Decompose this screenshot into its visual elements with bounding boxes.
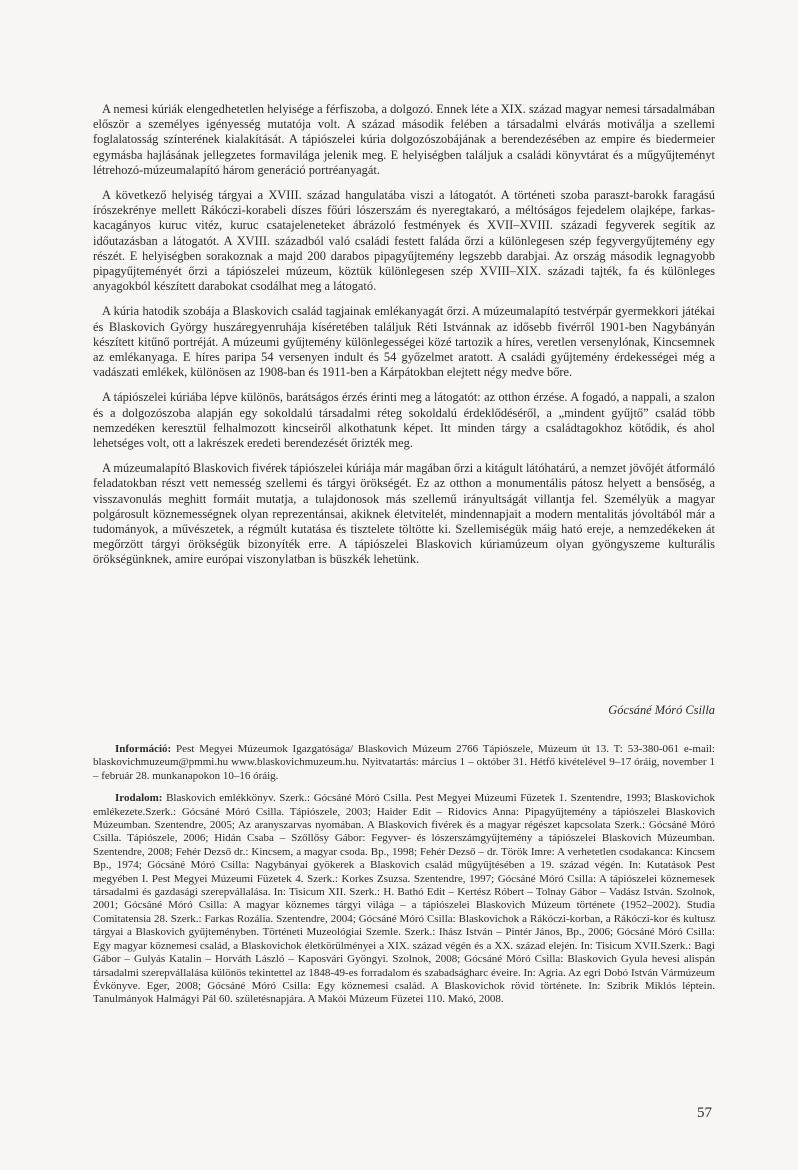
paragraph-history-room: A következő helyiség tárgyai a XVIII. század hangulatába viszi a látogatót. A történeti szoba paraszt-barokk faragású írószekrénye mellett Rákóczi-korabeli díszes főúri lószerszám és nyeregtakaró, a méltóságos fejedelem olajképe, farkas-kacagányos kuruc vitéz, kuruc csatajeleneteket ábrázoló festmények és XVII–XVIII. századi fegyverek segítik az időutazásban a látogatót. A XVIII. századból való családi festett faláda őrzi a különlegesen szép fegyvergyűjtemény egy részét. E helyiségben sorakoznak a majd 200 darabos pipagyűjtemény legszebb darabjai. Az ország második legnagyobb pipagyűjteményét őrzi a tápiószelei múzeum, köztük különlegesen szép XVIII–XIX. századi tajték, fa és különleges anyagokból készített darabokat csodálhat meg a látogató. bbox=[93, 188, 715, 294]
literature-text: Blaskovich emlékkönyv. Szerk.: Gócsáné Móró Csilla. Pest Megyei Múzeumi Füzetek 1. Szentendre, 1993; Blaskovichok emlékezete.Szerk.: Gócsáné Móró Csilla. Tápiószele, 2003; Haider Edit – Ridovics Anna: Pipagyűjtemény a tápiószelei Blaskovich Múzeumban. Szentendre, 2005; Az aranyszarvas nyomában. A Blaskovich fivérek és a magyar régészet kapcsolata Szerk.: Gócsáné Móró Csilla. Tápiószele, 2006; Hidán Csaba – Szőllősy Gábor: Fegyver- és lószerszámgyűjtemény a tápiószelei Blaskovich Múzeumban. Szentendre, 2008; Fehér Dezső dr.: Kincsem, a magyar csoda. Bp., 1998; Fehér Dezső – dr. Török Imre: A verhetetlen csodakanca: Kincsem Bp., 1974; Gócsáné Móró Csilla: Nagybányai gyökerek a Blaskovich család műgyűjtésében a 19. század végén. In: Kutatások Pest megyében I. Pest Megyei Múzeumi Füzetek 4. Szerk.: Korkes Zsuzsa. Szentendre, 1997; Gócsáné Móró Csilla: A tápiószelei köznemesek társadalmi és gazdasági szerepvállalása. In: Tisicum XII. Szerk.: H. Bathó Edit – Kertész Róbert – Tolnay Gábor – Vadász István. Szolnok, 2001; Gócsáné Móró Csilla: A magyar köznemes tárgyi világa – a tápiószelei Blaskovich Múzeum története (1952–2002). Studia Comitatensia 28. Szerk.: Farkas Rozália. Szentendre, 2004; Gócsáné Móró Csilla: Blaskovichok a Rákóczi-korban, a Rákóczi-kor és kultusz tárgyai a Blaskovich gyűjteményben. Történeti Muzeológiai Szemle. Szerk.: Ihász István – Pintér János, Bp., 2006; Gócsáné Móró Csilla: Egy magyar köznemesi család, a Blaskovichok életkörülményei a XIX. század végén és a XX. század elején. In: Tisicum XVII.Szerk.: Bagi Gábor – Gulyás Katalin – Horváth László – Kaposvári Gyöngyi. Szolnok, 2008; Gócsáné Móró Csilla: Blaskovich Gyula hevesi alispán társadalmi szerepvállalása különös tekintettel az 1848-49-es forradalom és szabadságharc éveire. In: Agria. Az egri Dobó István Vármúzeum Évkönyve. Eger, 2008; Gócsáné Móró Csilla: Egy köznemesi család. A Blaskovichok rövid története. In: Szibrik Miklós léptein. Tanulmányok Halmágyi Pál 60. születésnapjára. A Makói Múzeum Füzetei 110. Makó, 2008. bbox=[93, 792, 715, 1006]
paragraph-home-feeling: A tápiószelei kúriába lépve különös, barátságos érzés érinti meg a látogatót: az otthon érzése. A fogadó, a nappali, a szalon és a dolgozószoba alapján egy sokoldalú társadalmi réteg sokoldalú érdeklődéséről, a „mindent gyűjtő” család több nemzedéken keresztül felhalmozott kincseiről alkothatunk képet. Itt minden tárgy a családtagokhoz kötődik, és ahol lehetséges volt, ott a lakrészek eredeti berendezését őrizték meg. bbox=[93, 390, 715, 451]
literature-label: Irodalom: bbox=[115, 792, 163, 805]
info-label: Információ: bbox=[115, 743, 172, 755]
info-paragraph bbox=[93, 743, 715, 783]
article-body bbox=[93, 102, 715, 568]
page-number: 57 bbox=[697, 1105, 712, 1121]
literature-paragraph bbox=[93, 792, 715, 1007]
paragraph-study-room: A nemesi kúriák elengedhetetlen helyisége a férfiszoba, a dolgozó. Ennek léte a XIX. század magyar nemesi társadalmában először a személyes igényesség mutatója volt. A század második felében a társadalmi elvárás motiválja a szellemi foglalatosság színterének kialakítását. A tápiószelei kúria dolgozószobájának a berendezésében az empire és biedermeier egymásba hajlásának jellegzetes formavilága jelenik meg. E helyiségben találjuk a családi könyvtárat és a műgyűjteményt létrehozó-múzeumalapító három generáció portréanyagát. bbox=[93, 102, 715, 177]
info-text: Pest Megyei Múzeumok Igazgatósága/ Blaskovich Múzeum 2766 Tápiószele, Múzeum út 13. T: 53-380-061 e-mail: blaskovichmuzeum@pmmi.hu www.blaskovichmuzeum.hu. Nyitvatartás: március 1 – október 31. Hétfő kivételével 9–17 óráig, november 1 – február 28. munkanapokon 10–16 óráig. bbox=[93, 743, 715, 782]
author-signature: Gócsáné Móró Csilla bbox=[608, 703, 715, 717]
notes-section bbox=[93, 743, 715, 1016]
paragraph-family-room: A kúria hatodik szobája a Blaskovich család tagjainak emlékanyagát őrzi. A múzeumalapító testvérpár gyermekkori játékai és Blaskovich György huszáregyenruhája kíséretében találjuk Réti Istvánnak az idősebb fivérről 1901-ben Nagybányán készített kitűnő portréját. A múzeumi gyűjtemény különlegességei közé tartozik a híres, veretlen versenylónak, Kincsemnek az emlékanyaga. E híres paripa 54 versenyen indult és 54 győzelmet aratott. A családi gyűjtemény érdekességei még a vadászati emlékek, különösen az 1908-ban és 1911-ben a Kárpátokban elejtett négy medve bőre. bbox=[93, 304, 715, 380]
paragraph-conclusion: A múzeumalapító Blaskovich fivérek tápiószelei kúriája már magában őrzi a kitágult látóhatárú, a nemzet jövőjét átformáló feladatokban részt vett nemesség szellemi és tárgyi örökségét. Ez az otthon a monumentális pátosz helyett a bensőség, a visszavonulás meghitt formáit mutatja, a tulajdonosok más szellemű irányultságát villantja fel. Személyük a magyar polgárosult köznemességnek olyan reprezentánsai, akiknek életvitelét, mindennapjait a modern mentalitás jóvoltából már a tudományok, a művészetek, a régmúlt kutatása és tisztelete töltötte ki. Szellemiségük máig ható ereje, a nemzedékeken át megőrzött tárgyi örökségük bizonyíték erre. A tápiószelei Blaskovich kúriamúzeum olyan gyöngyszeme kulturális örökségünknek, amire európai viszonylatban is büszkék lehetünk. bbox=[93, 461, 715, 567]
